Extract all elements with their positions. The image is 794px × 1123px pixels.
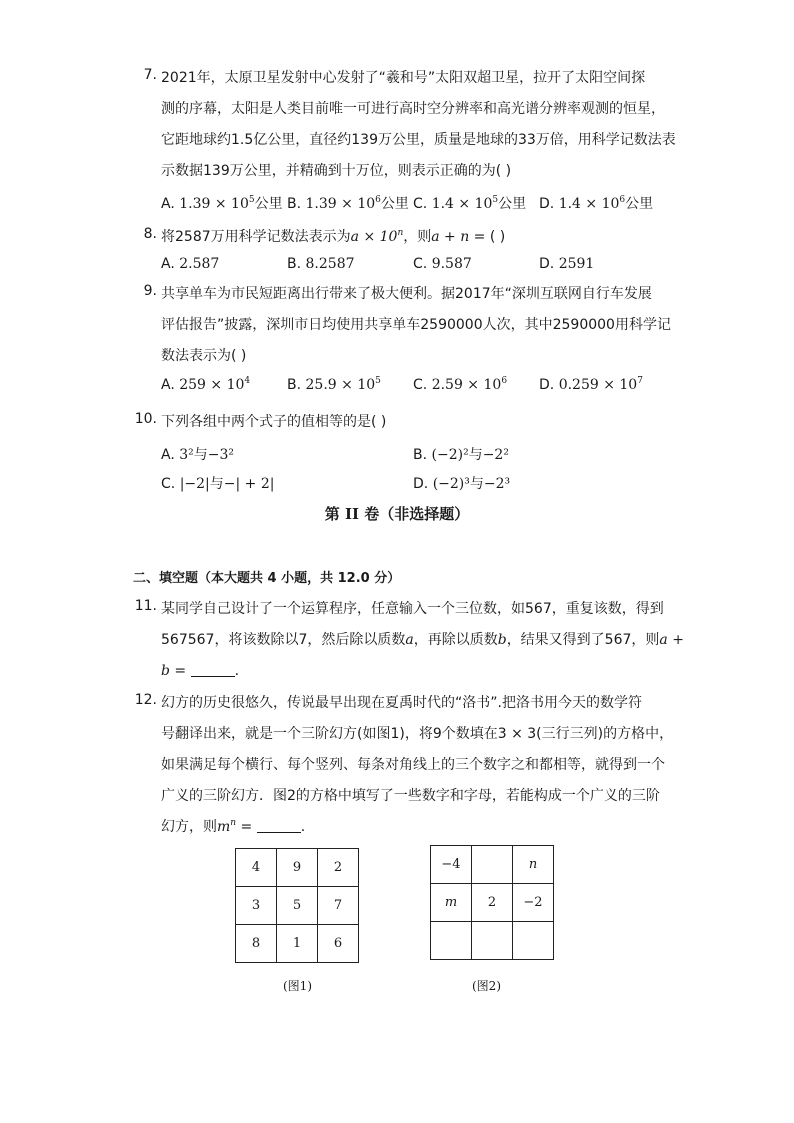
figure-2-magic-square	[430, 845, 554, 960]
option-b[interactable]: B. $1.39 \times 10^6$公里	[287, 195, 409, 212]
figure-2-caption: (图2)	[472, 979, 501, 993]
option-c[interactable]: C. 9.587	[413, 256, 472, 272]
question-number: 9.	[143, 283, 157, 299]
question-text	[161, 407, 666, 438]
answer-blank[interactable]	[191, 662, 235, 677]
grid-cell	[472, 922, 513, 960]
option-a[interactable]: A. $259 \times 10^4$	[161, 376, 251, 393]
question-line: 下列各组中两个式子的值相等的是( )	[161, 414, 387, 430]
grid-cell: m	[431, 884, 472, 922]
option-a[interactable]: A. 3²与−3²	[161, 447, 235, 463]
option-c[interactable]: C. |−2|与−| + 2|	[161, 476, 275, 492]
question-number: 8.	[143, 226, 157, 242]
grid-cell	[472, 846, 513, 884]
grid-cell	[431, 922, 472, 960]
question-line: 如果满足每个横行、每个竖列、每条对角线上的三个数字之和都相等，就得到一个	[161, 757, 665, 773]
grid-cell: 5	[277, 887, 318, 925]
grid-cell: 8	[236, 925, 277, 963]
grid-cell	[513, 922, 554, 960]
question-number: 12.	[134, 692, 157, 708]
option-d[interactable]: D. $0.259 \times 10^7$	[539, 376, 643, 393]
question-line: 号翻译出来，就是一个三阶幻方(如图1)，将9个数填在3 × 3(三行三列)的方格中，	[161, 726, 674, 742]
grid-cell: n	[513, 846, 554, 884]
question-text	[161, 63, 676, 187]
question-line: 广义的三阶幻方．图2的方格中填写了一些数字和字母，若能构成一个广义的三阶	[161, 788, 660, 804]
question-line: 它距地球约1.5亿公里，直径约139万公里，质量是地球的33万倍，用科学记数法表	[161, 132, 676, 148]
grid-cell: 2	[318, 849, 359, 887]
option-c[interactable]: C. $2.59 \times 10^6$	[413, 376, 508, 393]
question-number: 10.	[134, 411, 157, 427]
question-text	[161, 279, 671, 372]
question-line: 2021年，太原卫星发射中心发射了“羲和号”太阳双超卫星，拉开了太阳空间探	[161, 70, 646, 86]
question-number: 7.	[143, 67, 157, 83]
option-d[interactable]: D. $1.4 \times 10^6$公里	[539, 195, 654, 212]
question-line: 评估报告”披露，深圳市日均使用共享单车2590000人次，其中2590000用科学记	[161, 317, 671, 333]
question-line: 幻方的历史很悠久，传说最早出现在夏禹时代的“洛书”.把洛书用今天的数学符	[161, 695, 642, 711]
grid-cell: −4	[431, 846, 472, 884]
part-header: 二、填空题（本大题共 4 小题，共 12.0 分）	[133, 571, 401, 586]
question-line: 数法表示为( )	[161, 348, 247, 364]
question-text: 将2587万用科学记数法表示为$a \times 10^n$，则a + n = ( )	[161, 228, 506, 245]
question-line: 测的序幕，太阳是人类目前唯一可进行高时空分辨率和高光谱分辨率观测的恒星，	[161, 101, 665, 117]
option-b[interactable]: B. 8.2587	[287, 256, 355, 272]
option-a[interactable]: A. $1.39 \times 10^5$公里	[161, 195, 283, 212]
answer-blank[interactable]	[257, 818, 301, 833]
question-line: 共享单车为市民短距离出行带来了极大便利。据2017年“深圳互联网自行车发展	[161, 286, 652, 302]
question-text: 幻方的历史很悠久，传说最早出现在夏禹时代的“洛书”.把洛书用今天的数学符 号翻译出来，就是一个三阶幻方(如图1)，将9个数填在3 × 3(三行三列)的方格中， 如果满足每个横行、每个竖列、每条对角线上的三个数字之和都相等，就得到一个 广义的三阶幻方．图2的方格中填写了一些数字和字母，若能构成一个广义的三阶 幻方，则$m^n$ = .	[161, 688, 666, 843]
option-a[interactable]: A. 2.587	[161, 256, 220, 272]
grid-cell: 9	[277, 849, 318, 887]
grid-cell: 4	[236, 849, 277, 887]
grid-cell: 1	[277, 925, 318, 963]
option-d[interactable]: D. (−2)³与−2³	[413, 476, 511, 492]
figure-1-magic-square	[235, 848, 359, 963]
grid-cell: 3	[236, 887, 277, 925]
grid-cell: 2	[472, 884, 513, 922]
question-number: 11.	[134, 598, 157, 614]
option-b[interactable]: B. $25.9 \times 10^5$	[287, 376, 381, 393]
grid-cell: −2	[513, 884, 554, 922]
grid-cell: 6	[318, 925, 359, 963]
question-line: 某同学自己设计了一个运算程序，任意输入一个三位数，如567，重复该数，得到	[161, 601, 664, 617]
section-title: 第 II 卷（非选择题）	[324, 505, 470, 523]
question-line: 示数据139万公里，并精确到十万位，则表示正确的为( )	[161, 163, 512, 179]
question-text: 某同学自己设计了一个运算程序，任意输入一个三位数，如567，重复该数，得到 567567，将该数除以7，然后除以质数a，再除以质数b，结果又得到了567，则a + b = .	[161, 594, 666, 687]
option-b[interactable]: B. (−2)²与−2²	[413, 447, 509, 463]
option-d[interactable]: D. 2591	[539, 256, 595, 272]
option-c[interactable]: C. $1.4 \times 10^5$公里	[413, 195, 527, 212]
figure-1-caption: (图1)	[283, 979, 312, 993]
grid-cell: 7	[318, 887, 359, 925]
